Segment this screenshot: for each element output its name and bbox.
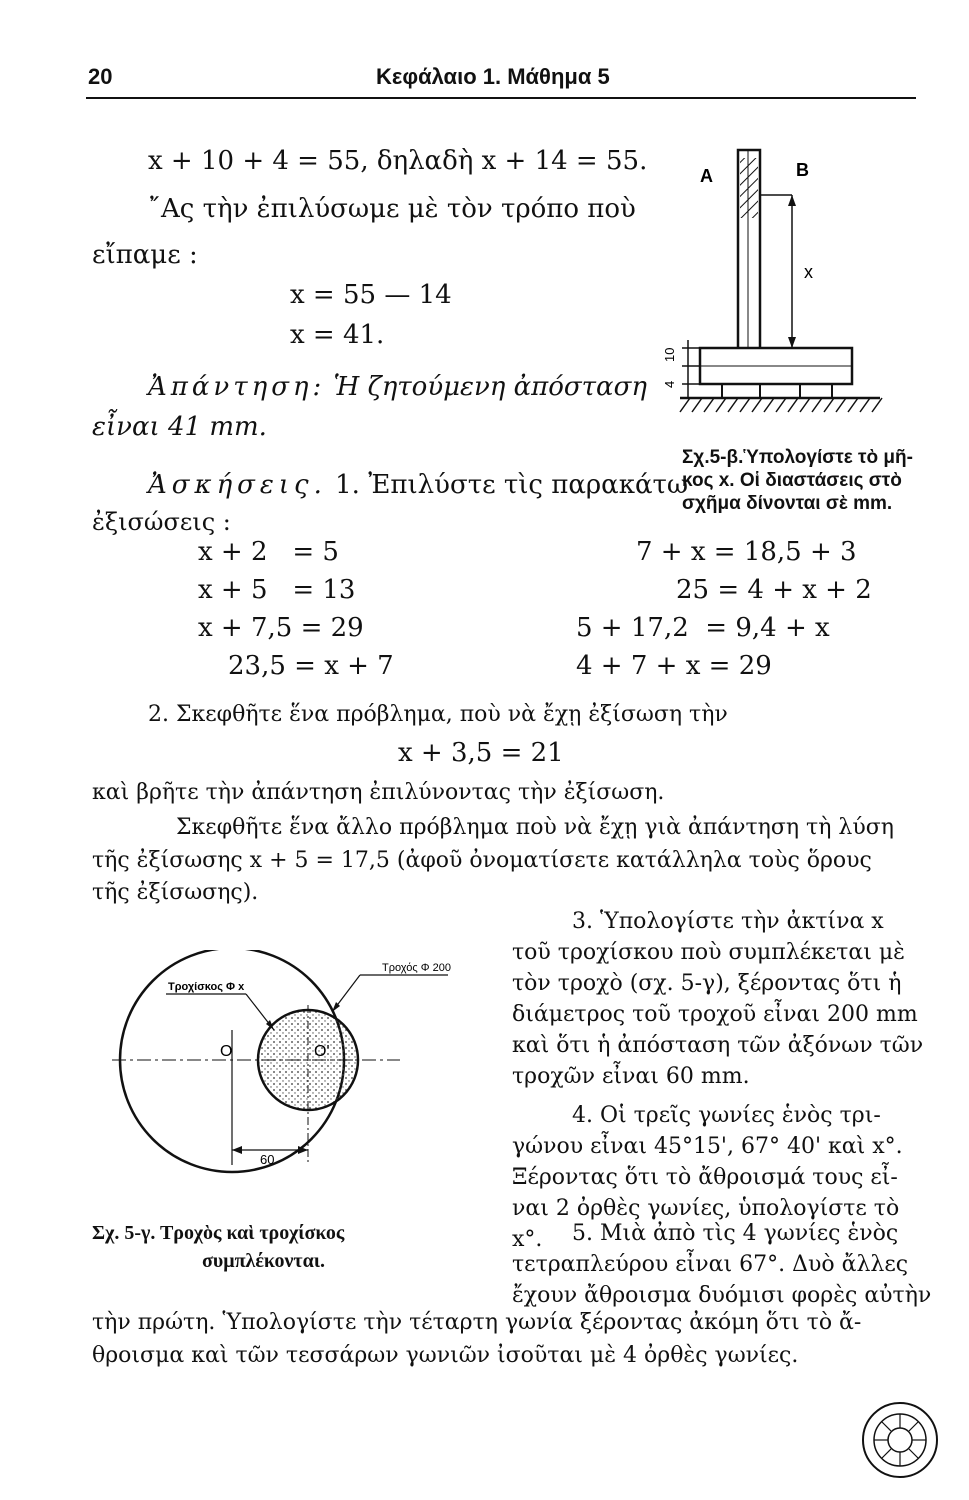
exercise-5-line: 5. Μιὰ ἀπὸ τὶς 4 γωνίες ἑνὸς xyxy=(572,1221,899,1246)
figure-5c xyxy=(110,950,510,1220)
exercise-5-full-line-2: θροισμα καὶ τῶν τεσσάρων γωνιῶν ἰσοῦται μὲ 4 ὀρθὲς γωνίες. xyxy=(92,1343,799,1368)
wheel-label: Τροχός Φ 200 xyxy=(382,962,451,974)
exercise-4-line: Ξέροντας ὅτι τὸ ἄθροισμά τους εἶ- xyxy=(512,1165,898,1190)
dim-60: 60 xyxy=(260,1152,275,1167)
exercise-5-line: ἔχουν ἄθροισμα δυόμισι φορὲς αὐτὴν xyxy=(512,1283,932,1308)
exercise-5 xyxy=(512,1218,932,1311)
exercise-3-line: διάμετρος τοῦ τροχοῦ εἶναι 200 mm xyxy=(512,1002,918,1027)
right-equation: 7 + x = 18,5 + 3 xyxy=(636,537,857,567)
paragraph-line-2: τῆς ἐξίσωσης x + 5 = 17,5 (ἀφοῦ ὀνοματίσετε κατάλληλα τοὺς ὅρους xyxy=(92,848,872,873)
rod xyxy=(738,150,760,365)
figure-5b-caption-line-1: Σχ.5-β.Ὑπολογίστε τὸ μῆ- xyxy=(682,447,913,468)
exercises-label: Ἀσκήσεις. xyxy=(148,470,327,500)
exercise-3-line: τοῦ τροχίσκου ποὺ συμπλέκεται μὲ xyxy=(512,940,905,965)
answer-label: Ἀπάντηση: xyxy=(148,372,326,402)
paragraph-line-1: Σκεφθῆτε ἕνα ἄλλο πρόβλημα ποὺ νὰ ἔχῃ γιὰ ἀπάντηση τὴ λύση xyxy=(176,815,894,840)
right-equation: 5 + 17,2 = 9,4 + x xyxy=(576,613,830,643)
answer-line xyxy=(148,372,647,402)
answer-line-2: εἶναι 41 mm. xyxy=(92,412,267,442)
intro-solve-line-2: εἴπαμε : xyxy=(92,240,198,270)
exercise-4-line: ναι 2 ὀρθὲς γωνίες, ὑπολογίστε τὸ x°. xyxy=(512,1196,900,1252)
label-a: A xyxy=(700,166,713,186)
exercise-2-line-1: 2. Σκεφθῆτε ἕνα πρόβλημα, ποὺ νὰ ἔχῃ ἐξίσωση τὴν xyxy=(148,702,728,727)
left-equation: 23,5 = x + 7 xyxy=(228,651,394,681)
exercise-3-line: 3. Ὑπολογίστε τὴν ἀκτίνα x xyxy=(572,909,884,934)
solution-step-1: x = 55 — 14 xyxy=(290,280,452,310)
chapter-title: Κεφάλαιο 1. Μάθημα 5 xyxy=(376,64,610,89)
exercise-3-line: καὶ ὅτι ἡ ἀπόσταση τῶν ἀξόνων τῶν xyxy=(512,1033,924,1058)
exercise-2-line-2: καὶ βρῆτε τὴν ἀπάντηση ἐπιλύνοντας τὴν ἐξίσωση. xyxy=(92,780,665,805)
exercise-4-line: 4. Οἱ τρεῖς γωνίες ἑνὸς τρι- xyxy=(572,1103,881,1128)
left-equation: x + 2 = 5 xyxy=(198,537,339,567)
figure-5b xyxy=(660,140,900,440)
left-equation: x + 7,5 = 29 xyxy=(198,613,364,643)
leader-pinion xyxy=(166,994,274,1030)
exercise-3-line: τροχῶν εἶναι 60 mm. xyxy=(512,1064,750,1089)
foundation-stamp xyxy=(860,1400,940,1480)
center-o: O xyxy=(220,1043,233,1060)
dim-10: 10 xyxy=(662,347,677,362)
label-b: B xyxy=(796,160,809,180)
center-o2: O' xyxy=(314,1043,330,1060)
pinion-label: Τροχίσκος Φ x xyxy=(168,981,245,993)
intro-equation: x + 10 + 4 = 55, δηλαδὴ x + 14 = 55. xyxy=(148,146,648,176)
base-block xyxy=(700,348,852,384)
right-equation: 25 = 4 + x + 2 xyxy=(676,575,872,605)
exercises-heading xyxy=(148,470,688,500)
figure-5c-caption-line-2: συμπλέκονται. xyxy=(202,1250,325,1272)
figure-5b-caption-line-2: κος x. Οἱ διαστάσεις στὸ xyxy=(682,470,902,491)
paragraph-line-3: τῆς ἐξίσωσης). xyxy=(92,880,259,905)
answer-text: Ἡ ζητούμενη ἀπόσταση xyxy=(333,372,647,402)
exercise-1-lead-2: ἐξισώσεις : xyxy=(92,508,231,536)
exercise-3 xyxy=(512,906,932,1092)
leader-wheel xyxy=(332,975,448,1012)
figure-5b-caption xyxy=(682,446,913,515)
header-rule xyxy=(86,97,916,99)
page-number: 20 xyxy=(88,64,113,89)
exercise-3-line: τὸν τροχὸ (σχ. 5-γ), ξέροντας ὅτι ἡ xyxy=(512,971,902,996)
figure-5b-caption-line-3: σχῆμα δίνονται σὲ mm. xyxy=(682,493,893,514)
exercise-5-line: τετραπλεύρου εἶναι 67°. Δυὸ ἄλλες xyxy=(512,1252,909,1277)
exercise-2-equation: x + 3,5 = 21 xyxy=(398,738,564,768)
ground xyxy=(680,384,882,412)
dim-4: 4 xyxy=(662,380,677,388)
exercise-1-lead: 1. Ἐπιλύστε τὶς παρακάτω xyxy=(335,470,689,500)
intro-solve-line: ῎Ας τὴν ἐπιλύσωμε μὲ τὸν τρόπο ποὺ xyxy=(148,194,636,224)
left-equation: x + 5 = 13 xyxy=(198,575,356,605)
exercise-4-line: γώνου εἶναι 45°15', 67° 40' καὶ x°. xyxy=(512,1134,903,1159)
dimension-x xyxy=(760,195,796,348)
solution-step-2: x = 41. xyxy=(290,320,385,350)
right-equation: 4 + 7 + x = 29 xyxy=(576,651,772,681)
label-x: x xyxy=(804,262,813,282)
exercise-5-full-line-1: τὴν πρώτη. Ὑπολογίστε τὴν τέταρτη γωνία ξέροντας ἀκόμη ὅτι τὸ ἄ- xyxy=(92,1310,862,1335)
figure-5c-caption-line-1: Σχ. 5-γ. Τροχὸς καὶ τροχίσκος xyxy=(92,1222,345,1244)
dimension-left xyxy=(682,340,700,398)
